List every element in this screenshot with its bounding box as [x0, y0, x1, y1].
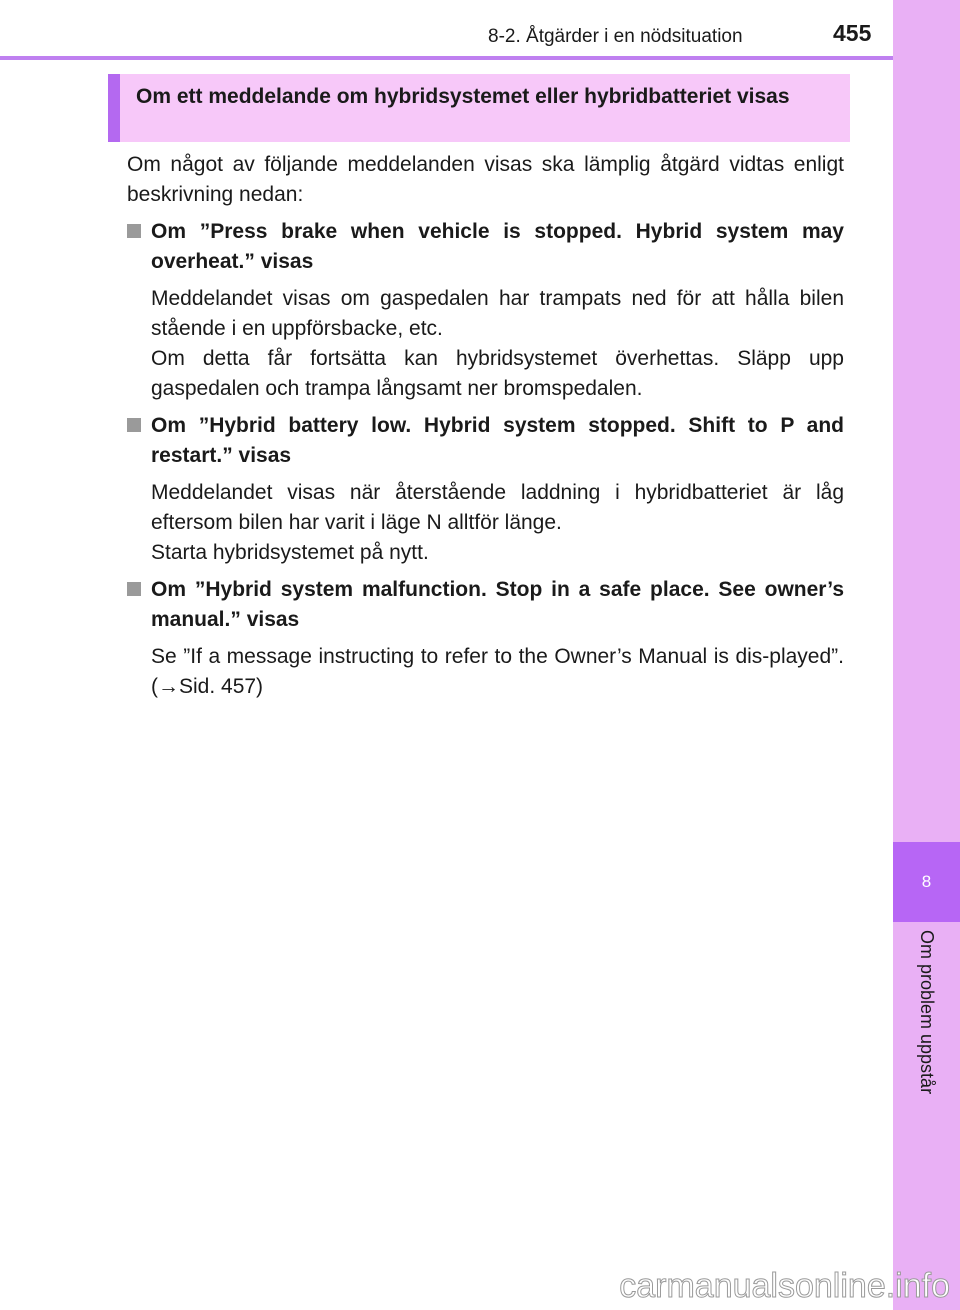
- square-bullet-icon: [127, 582, 141, 596]
- item-body-paragraph: Starta hybridsystemet på nytt.: [151, 541, 429, 564]
- item-body-paragraph: Meddelandet visas när återstående laddning i hybridbatteriet är låg eftersom bilen har varit i läge N alltför länge.: [151, 481, 844, 534]
- watermark-text: carmanualsonline.info: [619, 1267, 950, 1305]
- chapter-tab[interactable]: [893, 842, 960, 922]
- chapter-title-text: Om problem uppstår: [917, 930, 937, 1095]
- section-heading-box: [108, 74, 850, 142]
- section-title: Om ett meddelande om hybridsystemet eller hybridbatteriet visas: [136, 85, 790, 108]
- intro-paragraph: Om något av följande meddelanden visas ska lämplig åtgärd vidtas enligt beskrivning nedan:: [127, 153, 844, 206]
- item-body-paragraph: Meddelandet visas om gaspedalen har trampats ned för att hålla bilen stående i en uppförsbacke, etc.: [151, 287, 844, 340]
- chapter-title: [893, 930, 960, 1130]
- item-heading: [127, 411, 844, 471]
- item-heading: [127, 575, 844, 635]
- item-heading-text: Om ”Hybrid system malfunction. Stop in a safe place. See owner’s manual.” visas: [151, 578, 844, 631]
- item-heading-text: Om ”Press brake when vehicle is stopped. Hybrid system may overheat.” visas: [151, 220, 844, 273]
- item-body-paragraph: Om detta får fortsätta kan hybridsystemet överhettas. Släpp upp gaspedalen och trampa långsamt ner bromspedalen.: [151, 347, 844, 400]
- chapter-number: 8: [921, 872, 932, 891]
- header-section-title: 8-2. Åtgärder i en nödsituation: [488, 26, 743, 47]
- item-heading-text: Om ”Hybrid battery low. Hybrid system stopped. Shift to P and restart.” visas: [151, 414, 844, 467]
- item-body: [127, 478, 844, 568]
- square-bullet-icon: [127, 418, 141, 432]
- page-number: 455: [833, 20, 872, 46]
- item-body-paragraph: Se ”If a message instructing to refer to the Owner’s Manual is dis-played”. (→Sid. 457): [151, 645, 844, 698]
- item-body: [127, 642, 844, 702]
- item-heading: [127, 217, 844, 277]
- square-bullet-icon: [127, 224, 141, 238]
- item-body: [127, 284, 844, 404]
- header-divider: [0, 56, 893, 60]
- page-content: [127, 150, 844, 709]
